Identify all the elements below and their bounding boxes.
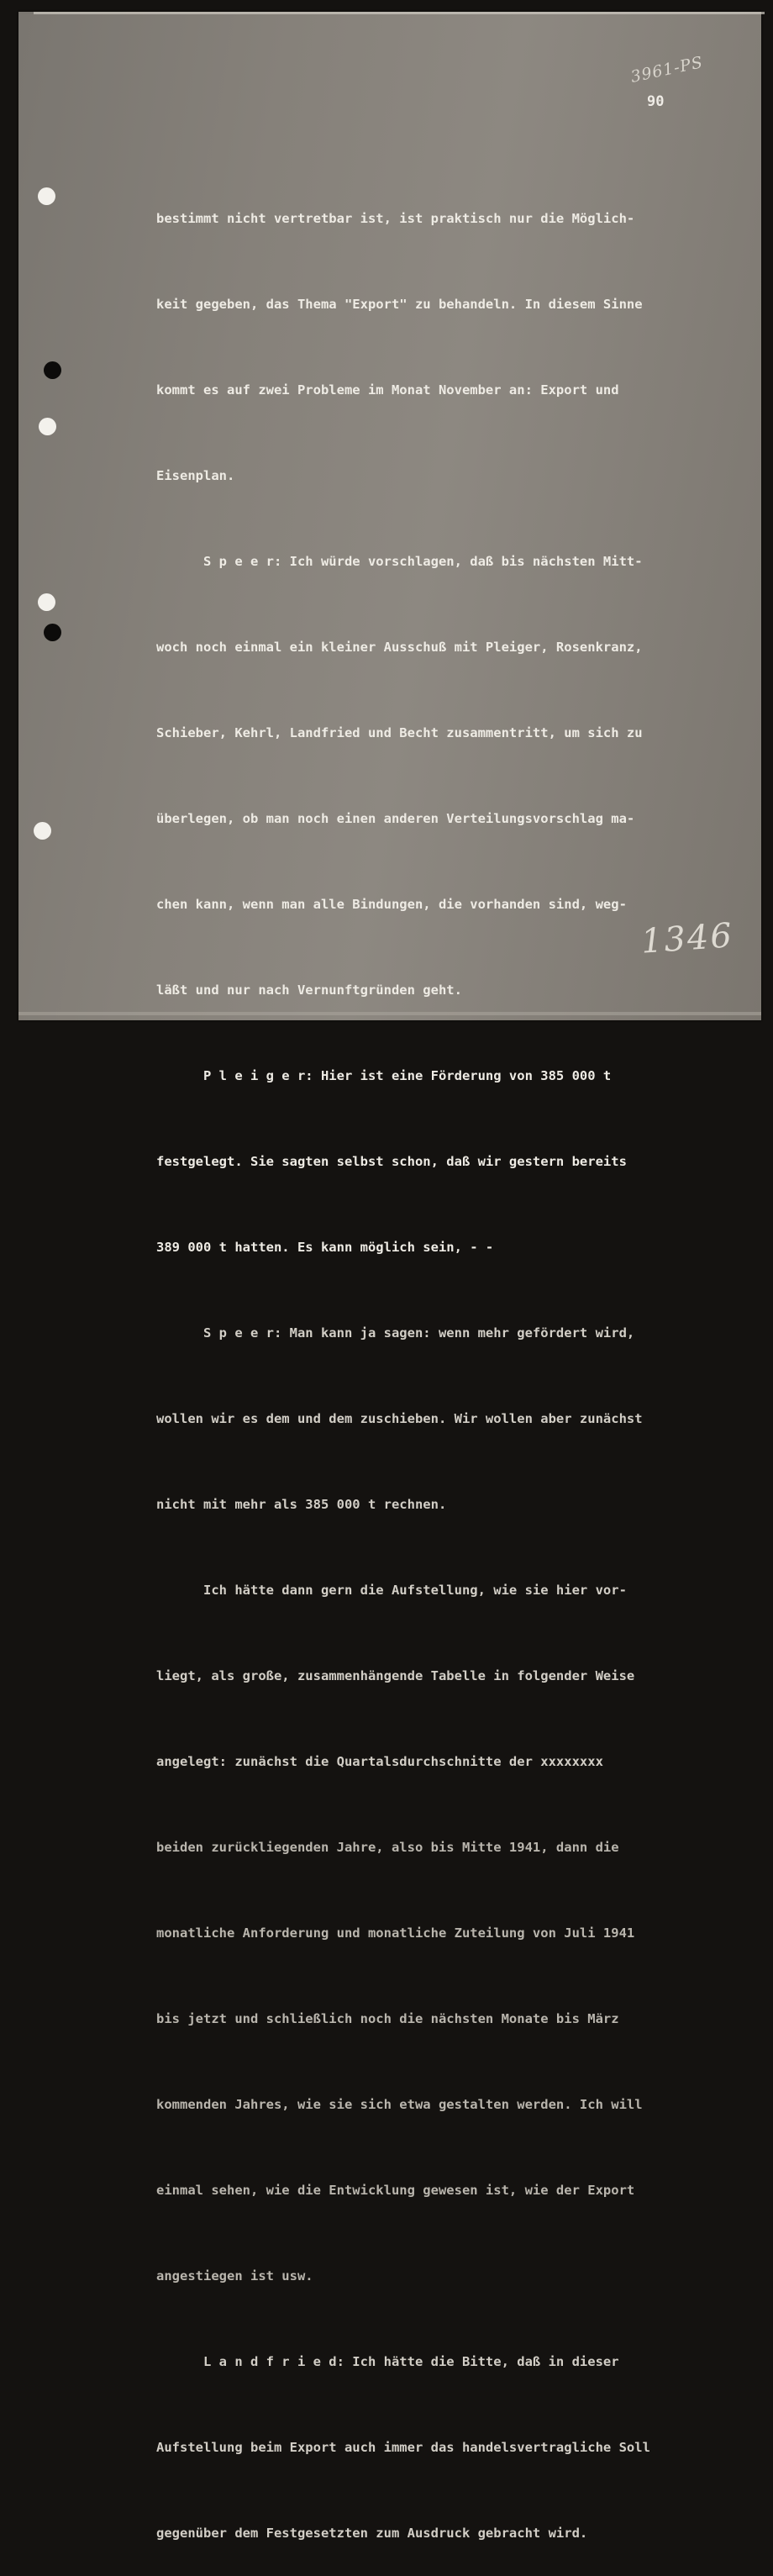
text-line: nicht mit mehr als 385 000 t rechnen. [156,1497,447,1512]
text-line: angestiegen ist usw. [156,2268,313,2284]
text-line: kommenden Jahres, wie sie sich etwa gestalten werden. Ich will [156,2097,643,2112]
text-line: kommt es auf zwei Probleme im Monat November an: Export und [156,382,619,398]
text-line: bis jetzt und schließlich noch die nächsten Monate bis März [156,2011,619,2026]
text-line: Schieber, Kehrl, Landfried und Becht zusammentritt, um sich zu [156,725,643,740]
text-line: monatliche Anforderung und monatliche Zuteilung von Juli 1941 [156,1925,635,1941]
typed-body-text [156,147,711,2576]
punch-hole [34,822,51,840]
text-line: festgelegt. Sie sagten selbst schon, daß wir gestern bereits [156,1154,627,1169]
text-line: läßt und nur nach Vernunftgründen geht. [156,982,462,998]
text-line: bestimmt nicht vertretbar ist, ist praktisch nur die Möglich- [156,211,635,226]
text-line: Aufstellung beim Export auch immer das handelsvertragliche Soll [156,2440,650,2455]
text-line: P l e i g e r: Hier ist eine Förderung von 385 000 t [156,1068,612,1083]
text-line: angelegt: zunächst die Quartalsdurchschnitte der xxxxxxxx [156,1754,603,1769]
punch-hole [38,593,55,611]
text-line: liegt, als große, zusammenhängende Tabelle in folgender Weise [156,1668,635,1683]
text-line: L a n d f r i e d: Ich hätte die Bitte, daß in dieser [156,2354,619,2369]
text-line: wollen wir es dem und dem zuschieben. Wir wollen aber zunächst [156,1411,643,1426]
page-number: 90 [647,93,665,110]
text-line: Ich hätte dann gern die Aufstellung, wie sie hier vor- [156,1583,627,1598]
text-line: gegenüber dem Festgesetzten zum Ausdruck gebracht wird. [156,2526,588,2541]
handwritten-archive-number: 1346 [639,916,735,961]
text-line: chen kann, wenn man alle Bindungen, die vorhanden sind, weg- [156,897,627,912]
text-line: beiden zurückliegenden Jahre, also bis Mitte 1941, dann die [156,1840,619,1855]
text-line: S p e e r: Ich würde vorschlagen, daß bis nächsten Mitt- [156,554,643,569]
punch-hole [38,187,55,205]
punch-hole [44,624,61,641]
paper-edge [34,12,765,14]
text-line: 389 000 t hatten. Es kann möglich sein, - - [156,1240,494,1255]
handwritten-reference-note: 3961-PS [628,53,705,87]
text-line: Eisenplan. [156,468,235,483]
text-line: überlegen, ob man noch einen anderen Verteilungsvorschlag ma- [156,811,635,826]
punch-hole [39,418,56,435]
text-line: einmal sehen, wie die Entwicklung gewesen ist, wie der Export [156,2183,635,2198]
text-line: keit gegeben, das Thema "Export" zu behandeln. In diesem Sinne [156,297,643,312]
text-line: woch noch einmal ein kleiner Ausschuß mit Pleiger, Rosenkranz, [156,640,643,655]
punch-hole [44,361,61,379]
text-line: S p e e r: Man kann ja sagen: wenn mehr gefördert wird, [156,1325,635,1341]
